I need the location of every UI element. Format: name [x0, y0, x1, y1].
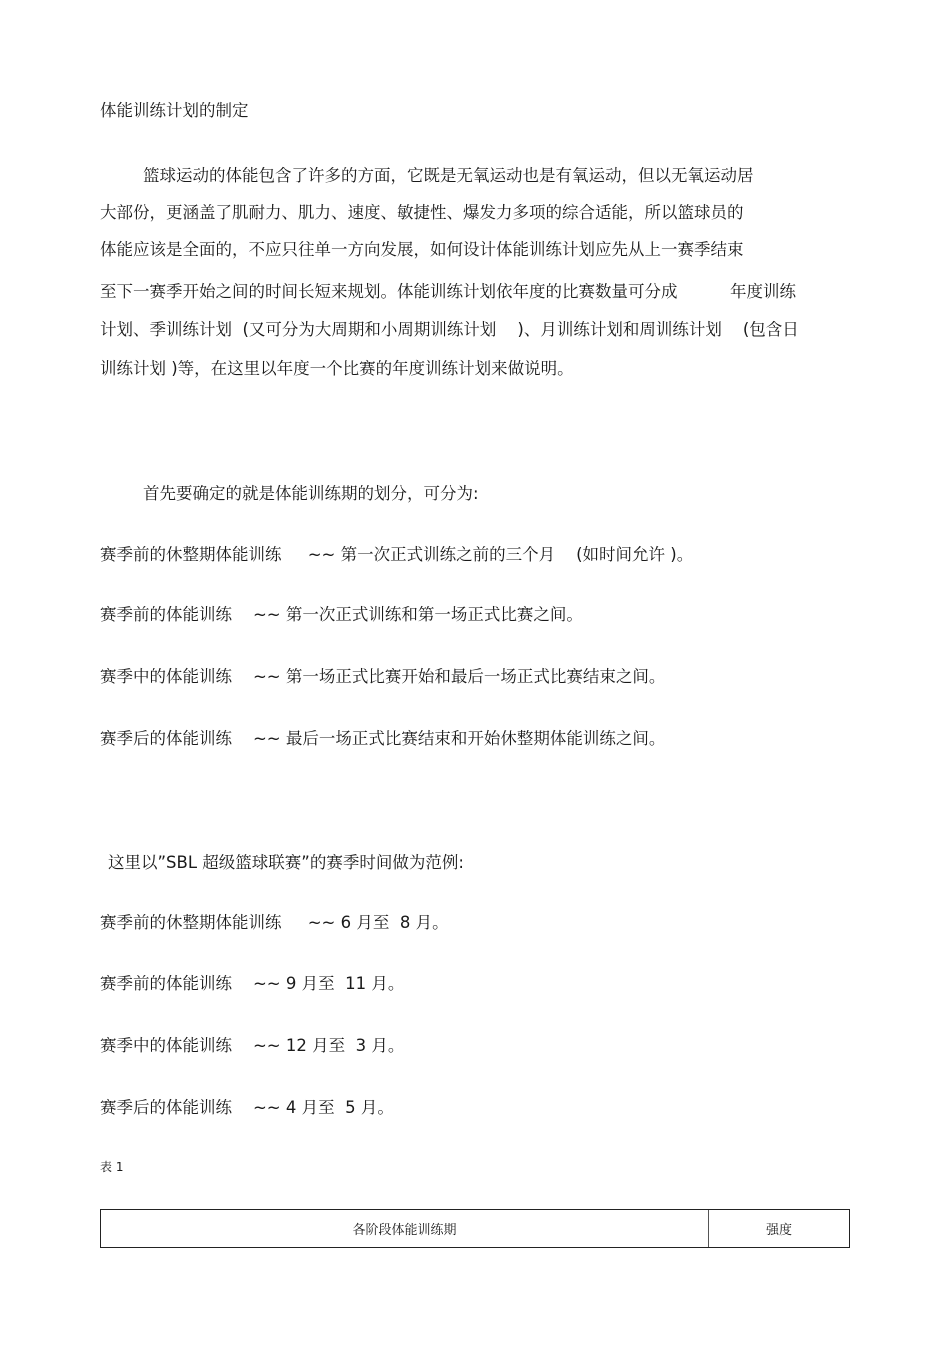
- period-item: 赛季前的休整期体能训练 ~~ 第一次正式训练之前的三个月 (如时间允许 )。: [100, 545, 694, 564]
- example-item: 赛季后的体能训练 ~~ 4 月至 5 月。: [100, 1098, 394, 1117]
- period-item: 赛季前的体能训练 ~~ 第一次正式训练和第一场正式比赛之间。: [100, 605, 583, 624]
- paragraph-line: 计划、季训练计划 (又可分为大周期和小周期训练计划 )、月训练计划和周训练计划 (包含日: [100, 320, 799, 339]
- document-title: 体能训练计划的制定: [100, 101, 249, 120]
- example-item: 赛季前的体能训练 ~~ 9 月至 11 月。: [100, 974, 405, 993]
- period-item: 赛季后的体能训练 ~~ 最后一场正式比赛结束和开始休整期体能训练之间。: [100, 729, 666, 748]
- paragraph-line: 篮球运动的体能包含了许多的方面，它既是无氧运动也是有氧运动，但以无氧运动居: [143, 166, 754, 185]
- period-item: 赛季中的体能训练 ~~ 第一场正式比赛开始和最后一场正式比赛结束之间。: [100, 667, 666, 686]
- paragraph-line: 训练计划 )等，在这里以年度一个比赛的年度训练计划来做说明。: [100, 359, 574, 378]
- example-item: 赛季中的体能训练 ~~ 12 月至 3 月。: [100, 1036, 405, 1055]
- table-header-period: 各阶段体能训练期: [101, 1210, 709, 1247]
- example-item: 赛季前的休整期体能训练 ~~ 6 月至 8 月。: [100, 913, 449, 932]
- example-intro: 这里以”SBL 超级篮球联赛”的赛季时间做为范例:: [108, 853, 464, 872]
- paragraph-line: 大部份，更涵盖了肌耐力、肌力、速度、敏捷性、爆发力多项的综合适能，所以篮球员的: [100, 203, 744, 222]
- paragraph-line: 体能应该是全面的，不应只往单一方向发展，如何设计体能训练计划应先从上一赛季结束: [100, 240, 744, 259]
- paragraph-line: 至下一赛季开始之间的时间长短来规划。体能训练计划依年度的比赛数量可分成 年度训练: [100, 282, 796, 301]
- period-intro: 首先要确定的就是体能训练期的划分，可分为:: [143, 484, 479, 503]
- training-table: [100, 1209, 850, 1248]
- table-header-intensity: 强度: [765, 1223, 792, 1238]
- table-caption: 表 1: [100, 1160, 124, 1174]
